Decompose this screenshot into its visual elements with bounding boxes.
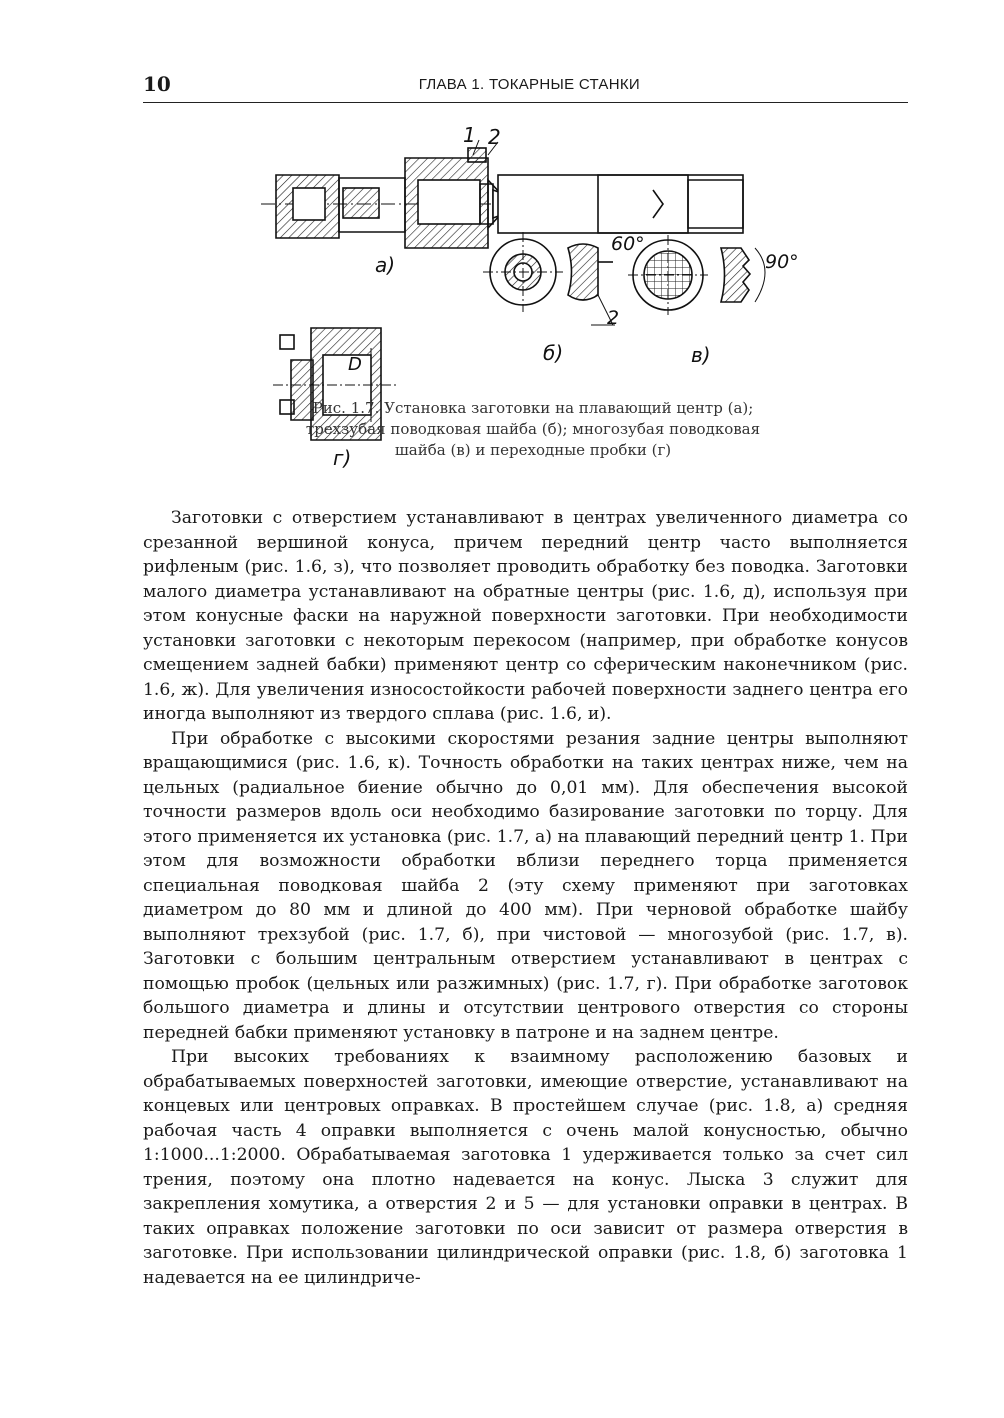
label-part-1: 1: [463, 123, 476, 147]
paragraph-2: При обработке с высокими скоростями резания задние центры выполняют вращающимися (рис. 1.6, к). Точность обработки на таких центрах ниже, чем на цельных (радиальное биение обычно до 0,01 мм). Для обеспечения высокой точности размеров вдоль оси необходимо базирование заготовки по торцу. Для этого применяется их установка (рис. 1.7, а) на плавающий передний центр 1. При этом для возможности обработки вблизи переднего торца применяется специальная поводковая шайба 2 (эту схему применяют при заготовках диаметром до 80 мм и длиной до 400 мм). При черновой обработке шайбу выполняют трехзубой (рис. 1.7, б), при чистовой — многозубой (рис. 1.7, в). Заготовки с большим центральным отверстием устанавливают в центрах с помощью пробок (цельных или разжимных) (рис. 1.7, г). При обработке заготовок большого диаметра и длины и отсутствии центрового отверстия со стороны передней бабки применяют установку в патроне и на заднем центре.: [143, 728, 908, 1043]
body-text: [143, 506, 908, 1290]
drawing-v-multi-tooth-plate: [628, 235, 765, 315]
page-header: [143, 72, 908, 103]
label-angle-60: 60°: [611, 233, 645, 255]
drawing-b-three-tooth-plate: [483, 232, 615, 325]
label-part-2: 2: [488, 125, 501, 149]
paragraph-3: При высоких требованиях к взаимному расположению базовых и обрабатываемых поверхностей заготовки, имеющие отверстие, устанавливают на концевых или центровых оправках. В простейшем случае (рис. 1.8, а) средняя рабочая часть 4 оправки выполняется с очень малой конусностью, обычно 1:1000...1:2000. Обрабатываемая заготовка 1 удерживается только за счет сил трения, поэтому она плотно надевается на конус. Лыска 3 служит для закрепления хомутика, а отверстия 2 и 5 — для установки оправки в центрах. В таких оправках положение заготовки по оси зависит от размера отверстия в заготовке. При использовании цилиндрической оправки (рис. 1.8, б) заготовка 1 надевается на ее цилиндриче-: [143, 1047, 908, 1288]
label-angle-90: 90°: [765, 251, 799, 273]
paragraph-1: Заготовки с отверстием устанавливают в центрах увеличенного диаметра со срезанной вершиной конуса, причем передний центр часто выполняется рифленым (рис. 1.6, з), что позволяет проводить обработку без поводка. Заготовки малого диаметра устанавливают на обратные центры (рис. 1.6, д), используя при этом конусные фаски на наружной поверхности заготовки. При необходимости установки заготовки с некоторым перекосом (например, при обработке конусов смещением задней бабки) применяют центр со сферическим наконечником (рис. 1.6, ж). Для увеличения износостойкости рабочей поверхности заднего центра его иногда выполняют из твердого сплава (рис. 1.6, и).: [143, 508, 908, 724]
label-v: в): [691, 343, 711, 367]
label-b: б): [543, 341, 564, 365]
label-a: а): [375, 253, 396, 277]
figure-caption: Рис. 1.7. Установка заготовки на плавающий центр (а); трехзубая поводковая шайба (б); многозубая поводковая шайба (в) и переходные пробки (г): [305, 399, 761, 459]
label-dim-D: D: [348, 354, 362, 375]
drawing-a-floating-center: [261, 140, 743, 248]
running-head: ГЛАВА 1. ТОКАРНЫЕ СТАНКИ: [418, 76, 640, 93]
page-number: 10: [143, 72, 171, 96]
label-dim-2: 2: [607, 307, 620, 329]
label-g: г): [333, 446, 352, 470]
